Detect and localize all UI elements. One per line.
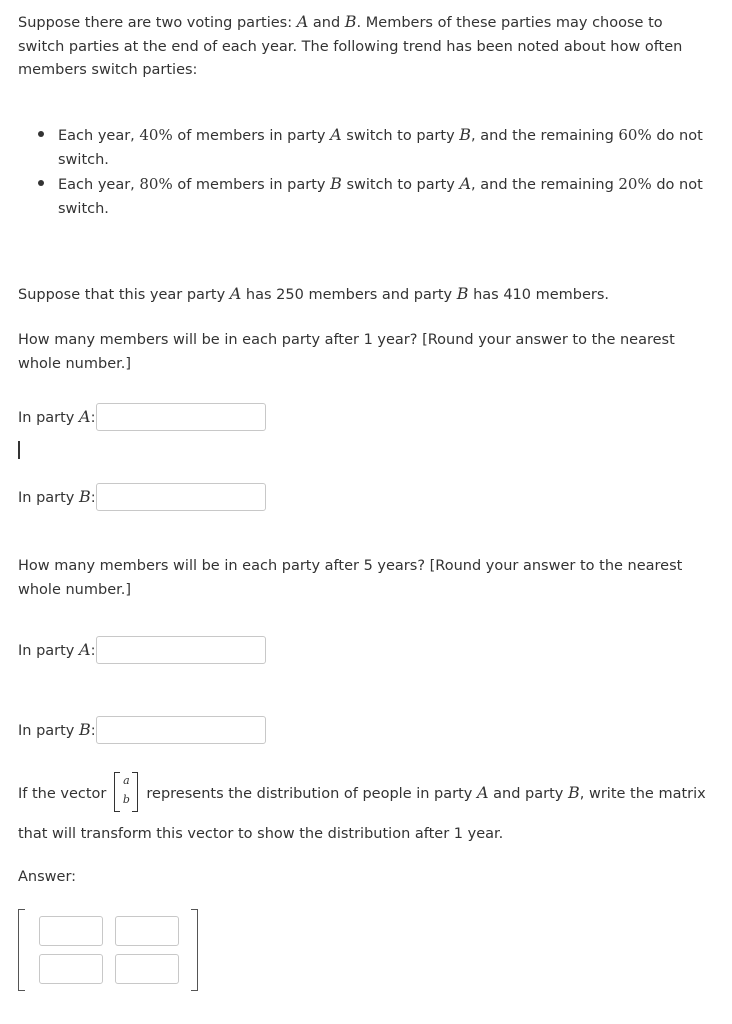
question-3-text	[18, 772, 708, 852]
label-text: :	[90, 490, 96, 506]
var-b: B	[330, 174, 342, 193]
vector-entry-a: a	[123, 774, 130, 787]
matrix-cell-r1c2[interactable]	[115, 916, 179, 946]
answer-label: Answer:	[18, 869, 77, 885]
var-a: A	[459, 174, 472, 193]
label-text: In party	[18, 723, 80, 739]
var-a: A	[296, 12, 309, 31]
matrix-cell-r2c1[interactable]	[39, 954, 103, 984]
percent-value: 60%	[618, 126, 652, 144]
list-item	[58, 172, 732, 221]
intro-text: and	[308, 15, 345, 31]
q1-party-b-label	[18, 485, 96, 510]
list-item	[58, 123, 732, 172]
var-a: A	[79, 640, 91, 659]
list-text: , and the remaining	[471, 177, 619, 193]
list-text: do not switch.	[58, 177, 703, 217]
matrix-right-bracket	[191, 909, 198, 991]
var-a: A	[229, 284, 242, 303]
body-text: represents the distribution of people in party	[146, 786, 477, 802]
var-b: B	[344, 12, 357, 31]
matrix-cell-r1c1[interactable]	[39, 916, 103, 946]
percent-value: 20%	[618, 175, 652, 193]
list-text: do not switch.	[58, 128, 703, 168]
body-text: has 250 members and party	[241, 287, 457, 303]
label-text: In party	[18, 643, 80, 659]
var-b: B	[567, 783, 580, 802]
var-b: B	[79, 720, 91, 739]
var-b: B	[79, 487, 91, 506]
q1-party-a-input[interactable]	[96, 403, 266, 431]
vector-entry-b: b	[122, 793, 130, 806]
list-text: Each year,	[58, 177, 140, 193]
body-text: has 410 members.	[468, 287, 610, 303]
q2-party-a-input[interactable]	[96, 636, 266, 664]
q2-party-a-label	[18, 638, 95, 663]
body-text: If the vector	[18, 786, 107, 802]
var-b: B	[456, 284, 469, 303]
switch-trend-list	[18, 123, 732, 221]
body-text: , write the matrix that will transform this vector to show the distribution after 1 year.	[18, 786, 706, 842]
body-text: and party	[488, 786, 568, 802]
var-a: A	[79, 407, 91, 426]
label-text: :	[90, 643, 96, 659]
list-text: of members in party	[172, 128, 331, 144]
percent-value: 40%	[139, 126, 173, 144]
current-membership-text	[18, 282, 708, 308]
intro-text: . Members of these parties may choose to switch parties at the end of each year. The following trend has been noted about how often members switch parties:	[18, 15, 683, 78]
list-text: , and the remaining	[471, 128, 619, 144]
body-text: Suppose that this year party	[18, 287, 230, 303]
text-cursor	[18, 441, 20, 459]
q1-party-b-input[interactable]	[96, 483, 266, 511]
label-text: In party	[18, 410, 80, 426]
list-text: switch to party	[341, 177, 460, 193]
q2-party-b-input[interactable]	[96, 716, 266, 744]
intro-text: Suppose there are two voting parties:	[18, 15, 297, 31]
question-1-text: How many members will be in each party after 1 year? [Round your answer to the nearest whole number.]	[18, 332, 675, 372]
list-text: of members in party	[172, 177, 331, 193]
label-text: In party	[18, 490, 80, 506]
var-b: B	[459, 125, 472, 144]
matrix-cell-r2c2[interactable]	[115, 954, 179, 984]
q2-party-b-label	[18, 718, 96, 743]
var-a: A	[476, 783, 489, 802]
list-text: switch to party	[341, 128, 460, 144]
matrix-left-bracket	[18, 909, 25, 991]
question-2-text: How many members will be in each party after 5 years? [Round your answer to the nearest whole number.]	[18, 558, 683, 598]
q1-party-a-label	[18, 405, 95, 430]
list-text: Each year,	[58, 128, 140, 144]
percent-value: 80%	[139, 175, 173, 193]
intro-paragraph	[18, 10, 708, 83]
label-text: :	[90, 723, 96, 739]
vector-right-bracket	[132, 772, 138, 812]
label-text: :	[90, 410, 96, 426]
var-a: A	[330, 125, 342, 144]
inline-vector	[110, 770, 142, 814]
